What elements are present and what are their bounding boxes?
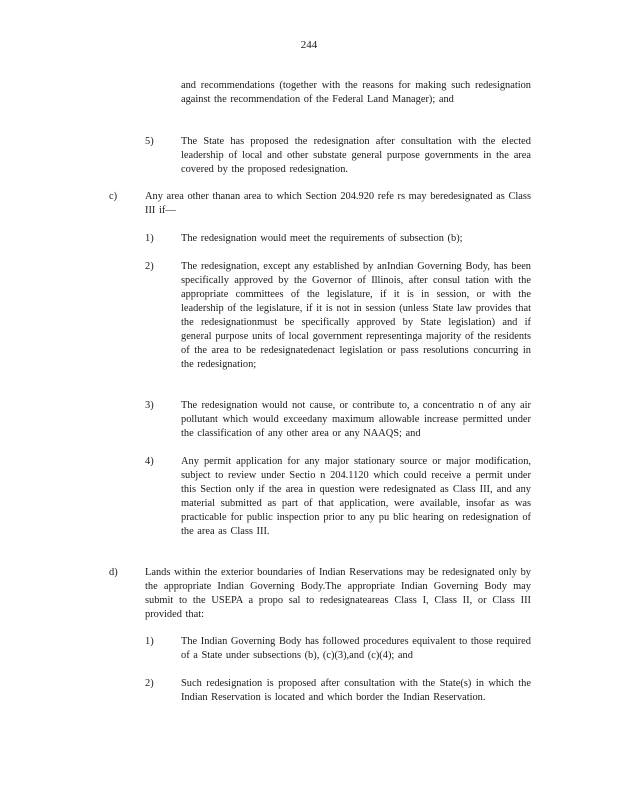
- paragraph: Such redesignation is proposed after consultation with the State(s) in which the Indian Reservation is located and which border the Indian Reservation.: [181, 678, 531, 703]
- paragraph-continuation: and recommendations (together with the reasons for making such redesignation against the recommendation of the Federal Land Manager); and: [181, 80, 531, 105]
- item-marker: 2): [145, 261, 154, 272]
- paragraph: Any permit application for any major stationary source or major modification, subject to review under Sectio n 204.1120 which could receive a permit under this Section only if the area in question were redesignated as Class III, and any material submitted as part of that application, were available, insofar as was practicable for public inspection prior to any pu blic hearing on redesignation of the area as Class III.: [181, 456, 531, 537]
- item-marker: 5): [145, 136, 154, 147]
- item-marker: 1): [145, 233, 154, 244]
- item-marker: 1): [145, 636, 154, 647]
- paragraph: The State has proposed the redesignation after consultation with the elected leadership of local and other substate general purpose governments in the area covered by the proposed redesignation.: [181, 136, 531, 175]
- item-marker: 4): [145, 456, 154, 467]
- paragraph: The Indian Governing Body has followed procedures equivalent to those required of a State under subsections (b), (c)(3),and (c)(4); and: [181, 636, 531, 661]
- section-marker: c): [109, 191, 118, 202]
- section-paragraph: Any area other thanan area to which Section 204.920 refe rs may beredesignated as Class III if—: [145, 191, 531, 216]
- paragraph: The redesignation, except any established by anIndian Governing Body, has been specifically approved by the Governor of Illinois, after consul tation with the appropriate committees of the legislature, if it is in session, or with the leadership of the legislature, if it is not in session (unless State law provides that the redesignationmust be specifically approved by State legislation) and if general purpose units of local government representinga majority of the residents of the area to be redesignatedenact legislation or pass resolutions concurring in the redesignation;: [181, 261, 531, 370]
- item-marker: 2): [145, 678, 154, 689]
- page-number: 244: [300, 39, 318, 51]
- section-marker: d): [109, 567, 118, 578]
- section-paragraph: Lands within the exterior boundaries of Indian Reservations may be redesignated only by the appropriate Indian Governing Body.The appropriate Indian Governing Body may submit to the USEPA a propo sal to redesignateareas Class I, Class II, or Class III provided that:: [145, 567, 531, 620]
- paragraph: The redesignation would not cause, or contribute to, a concentratio n of any air pollutant which would exceedany maximum allowable increase permitted under the classification of any other area or any NAAQS; and: [181, 400, 531, 439]
- item-marker: 3): [145, 400, 154, 411]
- paragraph: The redesignation would meet the requirements of subsection (b);: [181, 233, 463, 244]
